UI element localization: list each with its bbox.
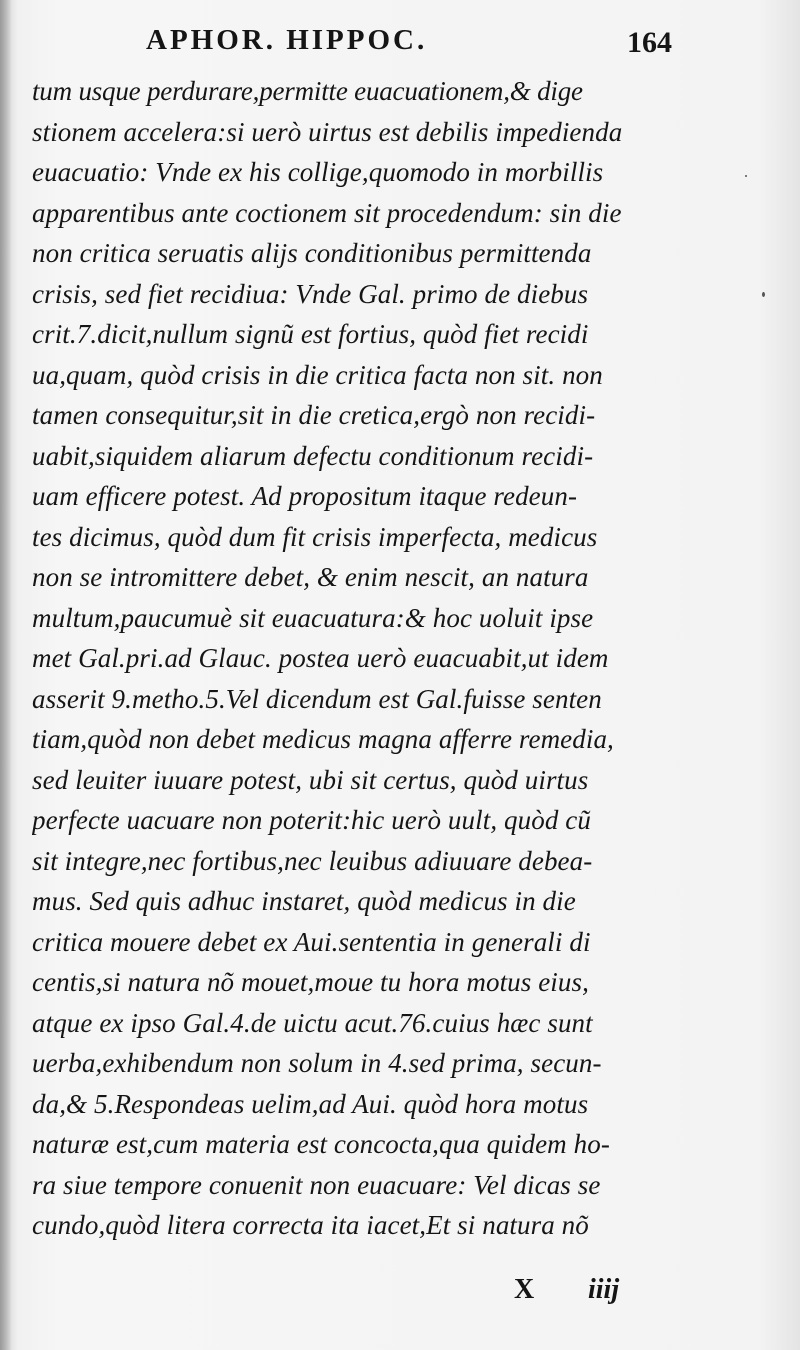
text-line: da,& 5.Respondeas uelim,ad Aui. quòd hora motus <box>32 1088 589 1119</box>
text-line: crisis, sed fiet recidiua: Vnde Gal. primo de diebus <box>32 278 589 309</box>
text-line: non se intromittere debet, & enim nescit, an natura <box>32 562 589 592</box>
text-line: atque ex ipso Gal.4.de uictu acut.76.cuius hæc sunt <box>32 1007 593 1038</box>
text-line: sit integre,nec fortibus,nec leuibus adiuuare debea- <box>32 845 593 876</box>
body-text <box>32 71 670 1246</box>
catchword: iiij <box>588 1274 620 1305</box>
text-line: multum,paucumuè sit euacuatura:& hoc uoluit ipse <box>32 602 594 633</box>
text-line: tiam,quòd non debet medicus magna afferre remedia, <box>32 724 614 754</box>
text-line: ua,quam, quòd crisis in die critica facta non sit. non <box>32 359 603 390</box>
text-line: uam efficere potest. Ad propositum itaque redeun- <box>32 481 578 511</box>
text-line: tamen consequitur,sit in die cretica,ergò non recidi- <box>32 400 596 430</box>
text-line: asserit 9.metho.5.Vel dicendum est Gal.fuisse senten <box>32 683 602 714</box>
text-line: ra siue tempore conuenit non euacuare: Vel dicas se <box>32 1169 601 1200</box>
text-line: cundo,quòd litera correcta ita iacet,Et si natura nõ <box>32 1210 589 1240</box>
text-line: tum usque perdurare,permitte euacuationem,& dige <box>32 76 583 106</box>
text-line: naturæ est,cum materia est concocta,qua quidem ho- <box>32 1129 610 1159</box>
page-number: 164 <box>627 26 672 59</box>
text-line: uerba,exhibendum non solum in 4.sed prima, secun- <box>32 1048 602 1078</box>
running-head: APHOR. HIPPOC. <box>146 24 428 56</box>
text-line: centis,si natura nõ mouet,moue tu hora motus eius, <box>32 967 589 997</box>
text-line: crit.7.dicit,nullum signũ est fortius, quòd fiet recidi <box>32 319 589 349</box>
text-line: perfecte uacuare non poterit:hic uerò uult, quòd cũ <box>32 805 591 835</box>
ink-speck <box>762 292 765 297</box>
ink-speck <box>745 175 747 177</box>
text-line: euacuatio: Vnde ex his collige,quomodo in morbillis <box>32 157 604 187</box>
page-footer <box>0 1274 800 1314</box>
text-line: met Gal.pri.ad Glauc. postea uerò euacuabit,ut idem <box>32 643 609 673</box>
signature-mark: X <box>514 1274 535 1305</box>
text-line: stionem accelera:si uerò uirtus est debilis impedienda <box>32 116 623 147</box>
text-line: uabit,siquidem aliarum defectu conditionum recidi- <box>32 440 594 471</box>
text-line: critica mouere debet ex Aui.sententia in generali di <box>32 926 591 957</box>
text-line: non critica seruatis alijs conditionibus permittenda <box>32 238 592 268</box>
text-line: apparentibus ante coctionem sit procedendum: sin die <box>32 197 622 228</box>
text-line: tes dicimus, quòd dum fit crisis imperfecta, medicus <box>32 521 598 552</box>
text-line: sed leuiter iuuare potest, ubi sit certus, quòd uirtus <box>32 764 589 795</box>
gutter-shadow <box>0 0 12 1350</box>
text-line: mus. Sed quis adhuc instaret, quòd medicus in die <box>32 886 576 916</box>
